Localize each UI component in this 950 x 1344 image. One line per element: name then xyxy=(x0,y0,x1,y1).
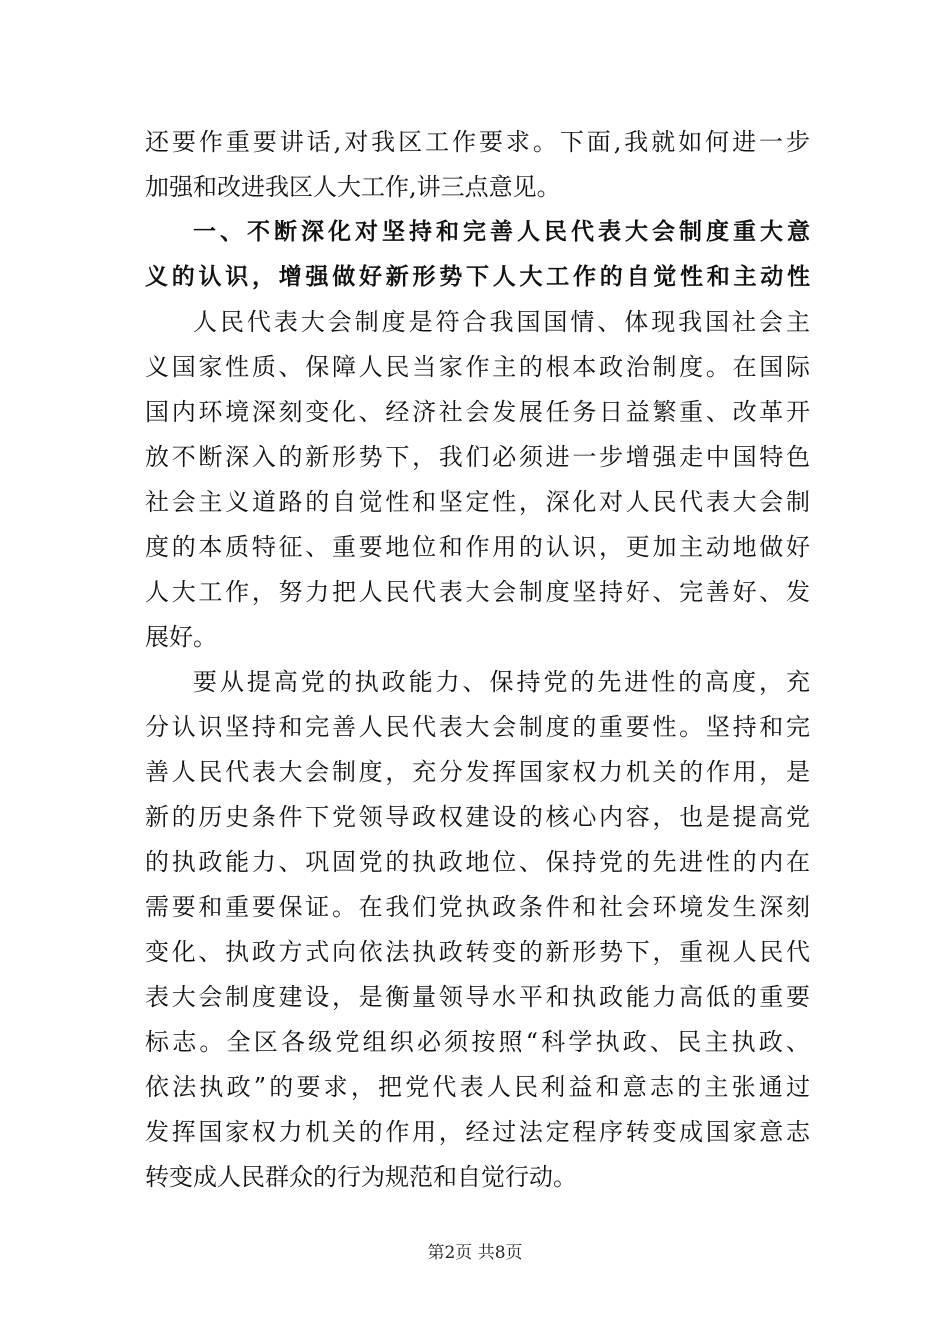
paragraph-line: 依法执政”的要求，把党代表人民利益和意志的主张通过 xyxy=(145,1073,810,1101)
paragraph-line: 分认识坚持和完善人民代表大会制度的重要性。坚持和完 xyxy=(145,713,810,741)
page-number-footer: 第2页 共8页 xyxy=(427,1243,523,1263)
intro-line: 还要作重要讲话,对我区工作要求。下面,我就如何进一步 xyxy=(145,128,810,156)
paragraph-line: 社会主义道路的自觉性和坚定性，深化对人民代表大会制 xyxy=(145,488,810,516)
paragraph-line: 义国家性质、保障人民当家作主的根本政治制度。在国际 xyxy=(145,353,810,381)
section-heading xyxy=(145,210,810,300)
paragraph-line: 变化、执政方式向依法执政转变的新形势下，重视人民代 xyxy=(145,938,810,966)
paragraph-line: 需要和重要保证。在我们党执政条件和社会环境发生深刻 xyxy=(145,893,810,921)
paragraph-line: 人民代表大会制度是符合我国国情、体现我国社会主 xyxy=(193,308,810,336)
paragraph-line: 要从提高党的执政能力、保持党的先进性的高度，充 xyxy=(193,668,810,696)
paragraph-line: 度的本质特征、重要地位和作用的认识，更加主动地做好 xyxy=(145,533,810,561)
heading-line: 一、不断深化对坚持和完善人民代表大会制度重大意 xyxy=(193,219,810,245)
paragraph-line: 国内环境深刻变化、经济社会发展任务日益繁重、改革开 xyxy=(145,398,810,426)
intro-line: 加强和改进我区人大工作,讲三点意见。 xyxy=(145,173,561,201)
paragraph-line: 放不断深入的新形势下，我们必须进一步增强走中国特色 xyxy=(145,443,810,471)
paragraph-line: 善人民代表大会制度，充分发挥国家权力机关的作用，是 xyxy=(145,758,810,786)
paragraph-line: 发挥国家权力机关的作用，经过法定程序转变成国家意志 xyxy=(145,1118,810,1146)
body-paragraph-2 xyxy=(145,660,810,1200)
paragraph-line: 标志。全区各级党组织必须按照“科学执政、民主执政、 xyxy=(145,1028,810,1056)
body-paragraph-1 xyxy=(145,300,810,660)
paragraph-line: 新的历史条件下党领导政权建设的核心内容，也是提高党 xyxy=(145,803,810,831)
paragraph-line: 人大工作，努力把人民代表大会制度坚持好、完善好、发 xyxy=(145,578,810,606)
intro-paragraph xyxy=(145,120,810,210)
paragraph-line: 表大会制度建设，是衡量领导水平和执政能力高低的重要 xyxy=(145,983,810,1011)
heading-line: 义的认识，增强做好新形势下人大工作的自觉性和主动性 xyxy=(145,264,810,290)
paragraph-line: 展好。 xyxy=(145,623,217,651)
paragraph-line: 转变成人民群众的行为规范和自觉行动。 xyxy=(145,1163,577,1191)
paragraph-line: 的执政能力、巩固党的执政地位、保持党的先进性的内在 xyxy=(145,848,810,876)
